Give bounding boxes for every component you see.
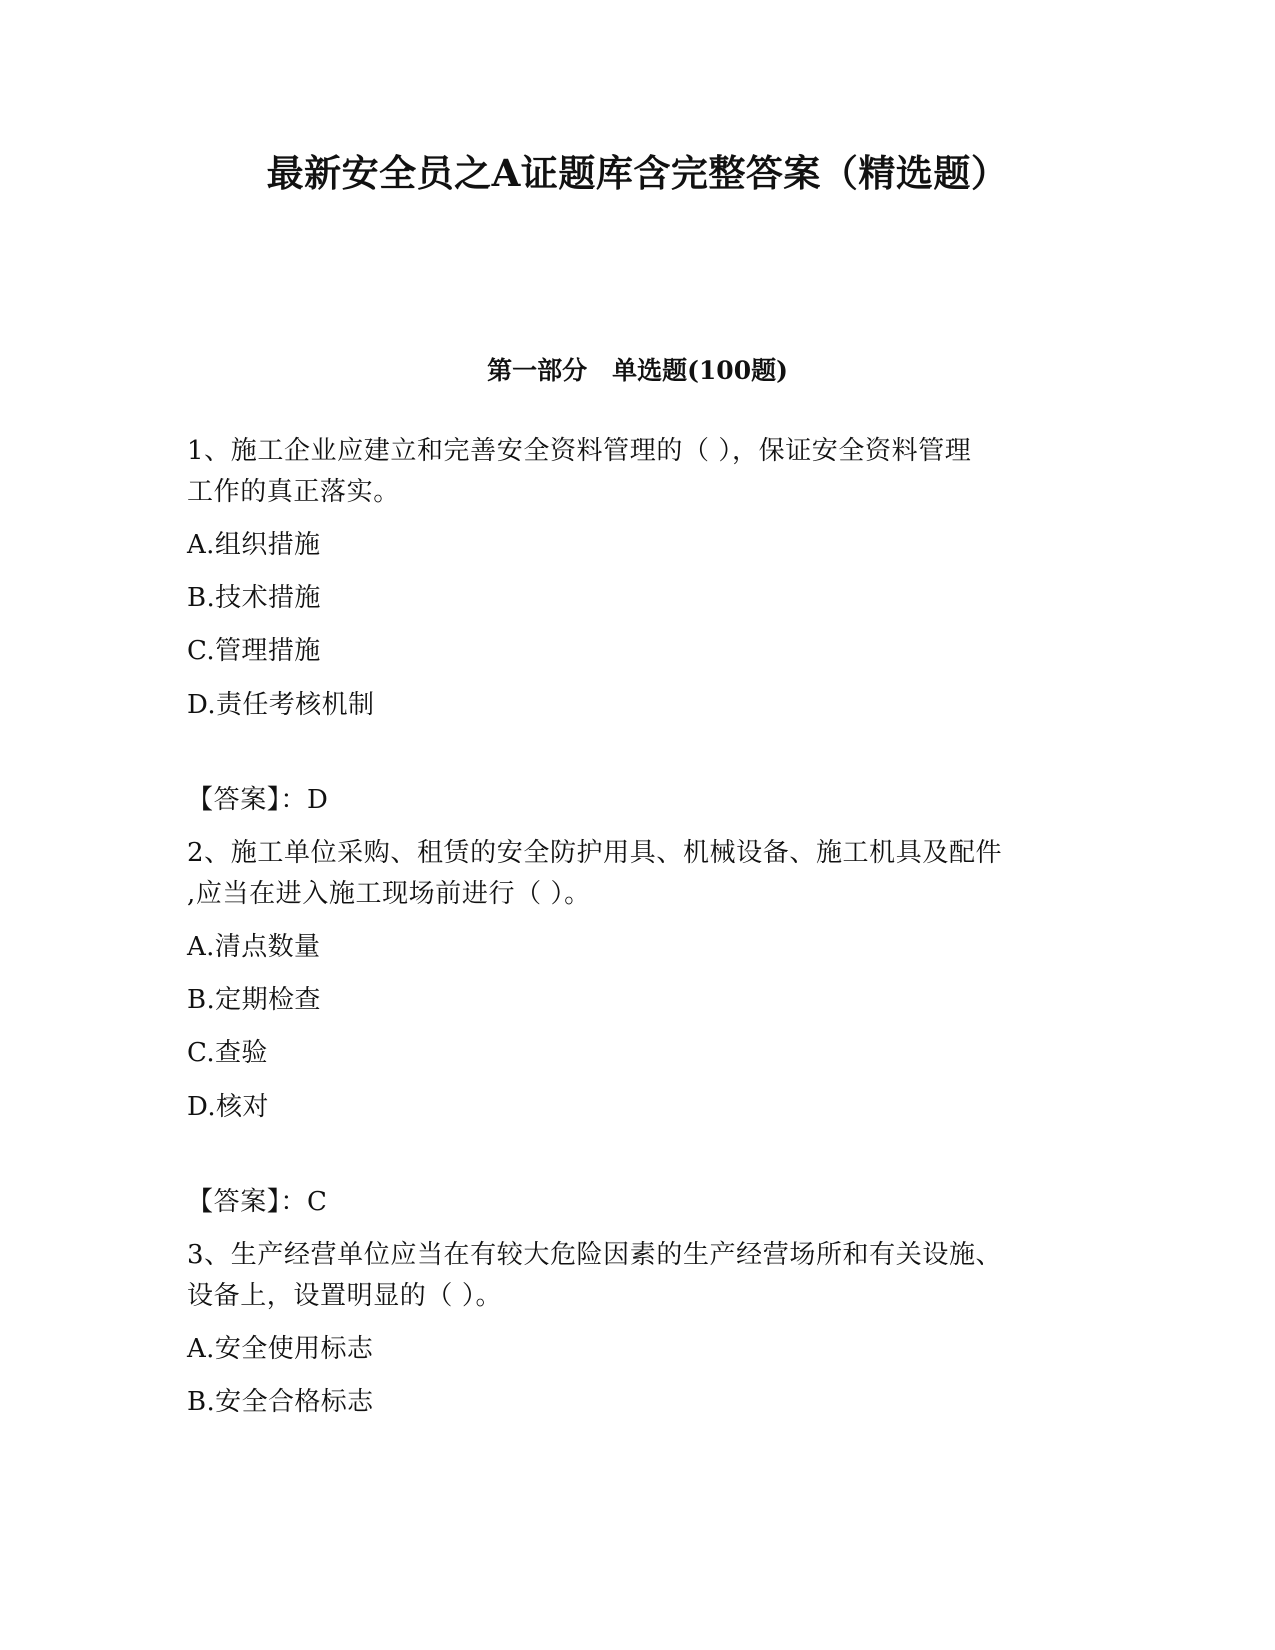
question-1-option-c: C.管理措施 xyxy=(187,636,321,666)
question-2-option-c: C.查验 xyxy=(187,1038,268,1068)
question-1-stem-line-2: 工作的真正落实。 xyxy=(187,477,400,507)
question-2-answer: 【答案】：C xyxy=(187,1187,328,1217)
question-1-answer: 【答案】：D xyxy=(187,785,329,815)
section-title: 第一部分 单选题(100题) xyxy=(487,356,788,385)
question-2-option-d: D.核对 xyxy=(187,1092,269,1122)
question-3-option-a: A.安全使用标志 xyxy=(187,1334,374,1364)
question-1-option-b: B.技术措施 xyxy=(187,583,321,613)
question-3-stem-line-2: 设备上，设置明显的（ ）。 xyxy=(187,1281,503,1311)
question-3-option-b: B.安全合格标志 xyxy=(187,1387,374,1417)
document-title: 最新安全员之A证题库含完整答案（精选题） xyxy=(266,151,1009,195)
question-2-stem-line-1: 2、施工单位采购、租赁的安全防护用具、机械设备、施工机具及配件 xyxy=(187,838,1003,868)
question-1-option-d: D.责任考核机制 xyxy=(187,690,375,720)
question-3-stem-line-1: 3、生产经营单位应当在有较大危险因素的生产经营场所和有关设施、 xyxy=(187,1240,1003,1270)
question-2-option-b: B.定期检查 xyxy=(187,985,321,1015)
question-2-stem-line-2: ,应当在进入施工现场前进行（ ）。 xyxy=(187,879,591,909)
question-2-option-a: A.清点数量 xyxy=(187,932,321,962)
question-1-option-a: A.组织措施 xyxy=(187,530,321,560)
question-1-stem-line-1: 1、施工企业应建立和完善安全资料管理的（ ），保证安全资料管理 xyxy=(187,436,972,466)
